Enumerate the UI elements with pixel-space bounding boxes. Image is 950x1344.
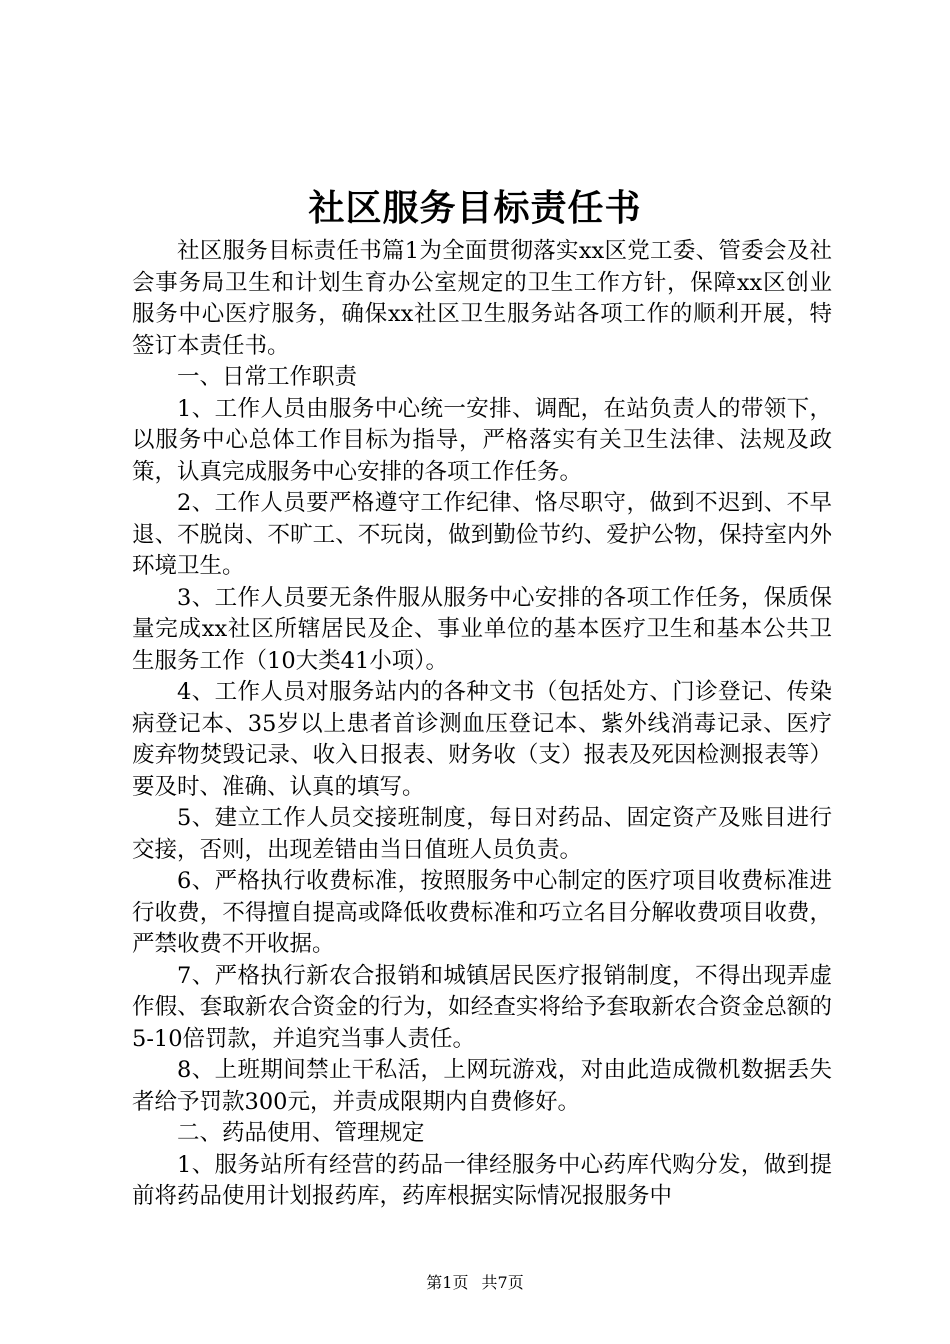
page-footer bbox=[0, 1272, 950, 1294]
paragraph: 1、工作人员由服务中心统一安排、调配，在站负责人的带领下，以服务中心总体工作目标为指导，严格落实有关卫生法律、法规及政策，认真完成服务中心安排的各项工作任务。 bbox=[132, 395, 832, 485]
paragraph: 3、工作人员要无条件服从服务中心安排的各项工作任务，保质保量完成xx社区所辖居民及企、事业单位的基本医疗卫生和基本公共卫生服务工作（10大类41小项）。 bbox=[132, 584, 832, 674]
section-heading: 一、日常工作职责 bbox=[177, 364, 358, 390]
paragraph: 7、严格执行新农合报销和城镇居民医疗报销制度，不得出现弄虚作假、套取新农合资金的行为，如经查实将给予套取新农合资金总额的5-10倍罚款，并追究当事人责任。 bbox=[132, 962, 832, 1052]
paragraph: 2、工作人员要严格遵守工作纪律、恪尽职守，做到不迟到、不早退、不脱岗、不旷工、不玩岗，做到勤俭节约、爱护公物，保持室内外环境卫生。 bbox=[132, 490, 832, 579]
document-title: 社区服务目标责任书 bbox=[308, 187, 642, 229]
paragraph: 6、严格执行收费标准，按照服务中心制定的医疗项目收费标准进行收费，不得擅自提高或降低收费标准和巧立名目分解收费项目收费，严禁收费不开收据。 bbox=[132, 868, 832, 957]
paragraph: 5、建立工作人员交接班制度，每日对药品、固定资产及账目进行交接，否则，出现差错由当日值班人员负责。 bbox=[132, 805, 832, 863]
page-number: 第1页 bbox=[426, 1273, 469, 1292]
paragraph: 社区服务目标责任书篇1为全面贯彻落实xx区党工委、管委会及社会事务局卫生和计划生育办公室规定的卫生工作方针，保障xx区创业服务中心医疗服务，确保xx社区卫生服务站各项工作的顺利开展，特签订本责任书。 bbox=[132, 238, 832, 359]
page-total: 共7页 bbox=[481, 1273, 524, 1292]
document-body bbox=[132, 236, 832, 1213]
section-heading: 二、药品使用、管理规定 bbox=[177, 1120, 425, 1146]
paragraph: 8、上班期间禁止干私活，上网玩游戏，对由此造成微机数据丢失者给予罚款300元，并责成限期内自费修好。 bbox=[132, 1057, 832, 1115]
paragraph: 4、工作人员对服务站内的各种文书（包括处方、门诊登记、传染病登记本、35岁以上患者首诊测血压登记本、紫外线消毒记录、医疗废弃物焚毁记录、收入日报表、财务收（支）报表及死因检测报表等）要及时、准确、认真的填写。 bbox=[132, 679, 832, 800]
paragraph: 1、服务站所有经营的药品一律经服务中心药库代购分发，做到提前将药品使用计划报药库，药库根据实际情况报服务中 bbox=[132, 1151, 832, 1209]
